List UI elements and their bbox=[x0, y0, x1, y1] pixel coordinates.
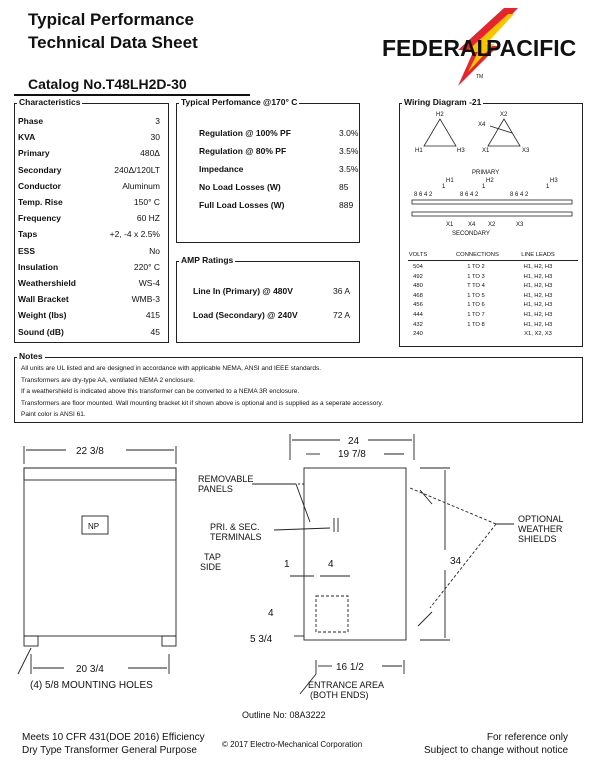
dim-side-24: 24 bbox=[348, 436, 360, 447]
bottom-x3: X3 bbox=[516, 222, 524, 228]
wiring-title: Wiring Diagram -21 bbox=[404, 97, 482, 107]
amp-line-in bbox=[193, 286, 351, 296]
wiring-table-header: VOLTS bbox=[408, 252, 428, 258]
perf-row bbox=[199, 164, 359, 176]
char-value: 220° C bbox=[133, 261, 160, 272]
note-line: Transformers are floor mounted. Wall mounting bracket kit if shown above is optional and is supplied as a seperate accessory. bbox=[21, 399, 384, 407]
logo-left-text: FEDERAL bbox=[382, 35, 491, 61]
wiring-table-cell: H1, H2, H3 bbox=[523, 283, 553, 290]
tap-side-2: SIDE bbox=[200, 562, 222, 572]
perf-value: 85 bbox=[339, 182, 349, 192]
char-label: ESS bbox=[18, 245, 36, 256]
char-value: WS-4 bbox=[138, 278, 160, 288]
wiring-table bbox=[408, 252, 578, 342]
char-value: No bbox=[149, 245, 160, 256]
optional-1: OPTIONAL bbox=[518, 514, 564, 524]
dim-width-bottom: 20 3/4 bbox=[76, 664, 104, 675]
performance-panel bbox=[176, 97, 360, 243]
front-view-body bbox=[24, 468, 176, 636]
perf-row bbox=[199, 182, 359, 194]
dim-4a: 4 bbox=[328, 559, 334, 570]
wiring-table-cell: 456 bbox=[413, 302, 423, 309]
outline-number: Outline No: 08A3222 bbox=[242, 710, 326, 720]
wiring-table-cell: 1 TO 8 bbox=[467, 321, 485, 328]
char-row bbox=[18, 213, 160, 227]
wiring-diagram-panel bbox=[399, 97, 583, 347]
char-row bbox=[18, 132, 160, 146]
wiring-table-cell: H1, H2, H3 bbox=[523, 292, 553, 299]
char-value: 60 HZ bbox=[136, 213, 160, 224]
wiring-table-cell: H1, H2, H3 bbox=[523, 273, 553, 280]
optional-2: WEATHER bbox=[518, 524, 563, 534]
wiring-table-cell: 1 TO 2 bbox=[467, 264, 485, 270]
wiring-table-header: CONNECTIONS bbox=[456, 252, 499, 258]
side-view-body bbox=[304, 468, 406, 640]
note-line: All units are UL listed and are designed in accordance with applicable NEMA, ANSI and IEEE standards. bbox=[21, 365, 322, 372]
wiring-table-cell: 240 bbox=[413, 331, 423, 338]
char-value: 45 bbox=[150, 326, 160, 337]
char-value: +2, -4 x 2.5% bbox=[109, 229, 160, 240]
taps-3: 8 6 4 2 bbox=[510, 192, 529, 198]
perf-value: 889 bbox=[339, 200, 354, 210]
label-h2: H2 bbox=[436, 112, 444, 118]
char-row bbox=[18, 197, 160, 211]
wiring-table-cell: 1 TO 3 bbox=[467, 273, 485, 280]
char-label: Taps bbox=[18, 229, 38, 240]
char-row bbox=[18, 181, 160, 195]
char-label: KVA bbox=[18, 132, 36, 143]
amp-load bbox=[193, 310, 351, 320]
char-row bbox=[18, 327, 160, 341]
char-label: Weight (lbs) bbox=[18, 310, 67, 321]
char-row bbox=[18, 148, 160, 162]
logo-tm: TM bbox=[476, 74, 484, 80]
federal-pacific-logo bbox=[382, 6, 578, 88]
char-label: Frequency bbox=[18, 213, 61, 224]
dim-34: 34 bbox=[450, 556, 462, 567]
char-row bbox=[18, 116, 160, 130]
primary-delta-symbol bbox=[424, 119, 456, 146]
amp-load-value: 72 A bbox=[333, 310, 351, 320]
characteristics-panel bbox=[14, 97, 169, 343]
performance-title: Typical Perfomance @170° C bbox=[181, 97, 298, 107]
wiring-schematic bbox=[400, 104, 584, 244]
coil-h2: H2 bbox=[486, 178, 494, 184]
char-label: Conductor bbox=[18, 180, 61, 191]
bottom-x4: X4 bbox=[468, 222, 476, 228]
wiring-table-rule bbox=[408, 260, 578, 261]
amp-ratings-panel bbox=[176, 255, 360, 343]
secondary-delta-symbol bbox=[488, 119, 520, 146]
pri-sec-1: PRI. & SEC. bbox=[210, 522, 260, 532]
label-x3: X3 bbox=[522, 148, 530, 154]
note-line: If a weathershield is indicated above this transformer can be converted to a NEMA 3R enclosure. bbox=[21, 388, 300, 395]
char-value: 150° C bbox=[133, 197, 160, 207]
label-x1: X1 bbox=[482, 148, 490, 154]
coil-h3: H3 bbox=[550, 178, 558, 184]
removable-panels-2: PANELS bbox=[198, 484, 233, 494]
nameplate-label: NP bbox=[88, 522, 100, 531]
wiring-table-cell: 1 TO 6 bbox=[467, 302, 485, 309]
perf-label: No Load Losses (W) bbox=[199, 182, 281, 192]
char-value: 30 bbox=[150, 132, 160, 143]
perf-value: 3.5% bbox=[339, 146, 359, 156]
perf-value: 3.5% bbox=[339, 164, 359, 174]
bottom-x2: X2 bbox=[488, 222, 496, 228]
amp-line-in-value: 36 A bbox=[333, 286, 351, 296]
wiring-table-cell: H1, H2, H3 bbox=[523, 312, 553, 318]
entrance-area-1: ENTRANCE AREA bbox=[308, 680, 385, 690]
coil-one-1: 1 bbox=[442, 184, 446, 190]
char-row bbox=[18, 246, 160, 260]
wiring-table-cell: 432 bbox=[413, 321, 423, 328]
footer-left-1: Meets 10 CFR 431(DOE 2016) Efficiency bbox=[22, 732, 205, 743]
char-label: Phase bbox=[18, 116, 44, 126]
perf-value: 3.0% bbox=[339, 128, 359, 138]
perf-row bbox=[199, 128, 359, 140]
wiring-table-cell: H1, H2, H3 bbox=[523, 321, 553, 328]
pri-sec-2: TERMINALS bbox=[210, 532, 262, 542]
note-line: Paint color is ANSI 61. bbox=[21, 411, 86, 418]
perf-label: Regulation @ 100% PF bbox=[199, 128, 291, 138]
wiring-table-header: LINE LEADS bbox=[521, 252, 555, 258]
char-value: WMB-3 bbox=[131, 294, 160, 305]
dim-width-top: 22 3/8 bbox=[76, 446, 104, 457]
dim-1612: 16 1/2 bbox=[336, 662, 364, 673]
notes-title: Notes bbox=[19, 351, 43, 361]
perf-label: Full Load Losses (W) bbox=[199, 200, 285, 210]
primary-label: PRIMARY bbox=[472, 170, 500, 176]
amp-load-label: Load (Secondary) @ 240V bbox=[193, 310, 298, 320]
footer-right-1: For reference only bbox=[486, 732, 568, 743]
char-label: Primary bbox=[18, 148, 50, 159]
footer-right-2: Subject to change without notice bbox=[424, 745, 568, 756]
label-h3: H3 bbox=[457, 148, 465, 154]
wiring-table-cell: H1, H2, H3 bbox=[523, 264, 553, 270]
outline-drawing bbox=[0, 430, 598, 730]
logo-right-text: PACIFIC bbox=[486, 35, 577, 61]
wiring-table-cell: 492 bbox=[413, 273, 423, 280]
perf-row bbox=[199, 200, 359, 212]
char-row bbox=[18, 294, 160, 308]
char-value: 480Δ bbox=[140, 148, 160, 159]
page-title bbox=[28, 8, 198, 54]
char-value: 3 bbox=[155, 116, 160, 126]
characteristics-title: Characteristics bbox=[19, 97, 81, 107]
removable-panels-1: REMOVABLE bbox=[198, 474, 254, 484]
wiring-table-cell: 1 TO 5 bbox=[467, 292, 485, 299]
wiring-table-cell: 1 TO 7 bbox=[467, 312, 485, 318]
char-label: Temp. Rise bbox=[18, 197, 63, 207]
footer-copyright: © 2017 Electro-Mechanical Corporation bbox=[222, 740, 363, 749]
dim-4b: 4 bbox=[268, 608, 274, 619]
wiring-table-cell: 444 bbox=[413, 312, 423, 318]
label-x2: X2 bbox=[500, 112, 508, 118]
char-value: Aluminum bbox=[122, 180, 160, 191]
char-label: Wall Bracket bbox=[18, 294, 69, 305]
bottom-x1: X1 bbox=[446, 222, 454, 228]
char-row bbox=[18, 229, 160, 243]
char-row bbox=[18, 262, 160, 276]
char-row bbox=[18, 310, 160, 324]
label-x4: X4 bbox=[478, 122, 486, 128]
optional-3: SHIELDS bbox=[518, 534, 557, 544]
note-line: Transformers are dry-type AA, ventilated NEMA 2 enclosure. bbox=[21, 376, 195, 384]
char-label: Sound (dB) bbox=[18, 326, 64, 337]
char-label: Insulation bbox=[18, 261, 59, 272]
wiring-table-cell: 480 bbox=[413, 283, 423, 290]
perf-row bbox=[199, 146, 359, 158]
entrance-area-2: (BOTH ENDS) bbox=[310, 690, 369, 700]
wiring-table-cell: H1, H2, H3 bbox=[523, 302, 553, 309]
amp-title: AMP Ratings bbox=[181, 255, 234, 265]
perf-label: Impedance bbox=[199, 164, 244, 174]
entrance-area-box bbox=[316, 596, 348, 632]
dim-1: 1 bbox=[284, 559, 290, 570]
header-rule bbox=[14, 94, 250, 96]
char-value: 415 bbox=[145, 310, 160, 321]
wiring-table-cell: 504 bbox=[413, 264, 423, 270]
coil-one-2: 1 bbox=[482, 184, 486, 190]
title-line-2: Technical Data Sheet bbox=[28, 33, 198, 52]
char-row bbox=[18, 165, 160, 179]
char-row bbox=[18, 278, 160, 292]
perf-label: Regulation @ 80% PF bbox=[199, 146, 287, 156]
footer-left bbox=[22, 731, 205, 757]
footer-left-2: Dry Type Transformer General Purpose bbox=[22, 745, 197, 756]
dim-534: 5 3/4 bbox=[250, 634, 273, 645]
wiring-table-cell: X1, X2, X3 bbox=[524, 331, 552, 338]
taps-2: 8 6 4 2 bbox=[460, 192, 479, 198]
label-h1: H1 bbox=[415, 148, 423, 154]
tap-side-1: TAP bbox=[204, 552, 221, 562]
amp-line-in-label: Line In (Primary) @ 480V bbox=[193, 286, 293, 296]
char-label: Weathershield bbox=[18, 278, 76, 288]
coil-h1: H1 bbox=[446, 178, 454, 184]
dim-side-19: 19 7/8 bbox=[338, 449, 366, 460]
coil-one-3: 1 bbox=[546, 184, 550, 190]
mounting-holes-label: (4) 5/8 MOUNTING HOLES bbox=[30, 680, 153, 691]
wiring-table-cell: T TO 4 bbox=[467, 283, 485, 290]
notes-panel bbox=[14, 351, 583, 423]
footer-right bbox=[418, 731, 568, 757]
char-label: Secondary bbox=[18, 164, 62, 175]
catalog-number: Catalog No.T48LH2D-30 bbox=[28, 76, 187, 92]
taps-1: 8 6 4 2 bbox=[414, 192, 433, 198]
char-value: 240Δ/120LT bbox=[114, 164, 160, 175]
wiring-table-cell: 468 bbox=[413, 292, 423, 299]
title-line-1: Typical Performance bbox=[28, 10, 194, 29]
secondary-label: SECONDARY bbox=[452, 231, 490, 237]
